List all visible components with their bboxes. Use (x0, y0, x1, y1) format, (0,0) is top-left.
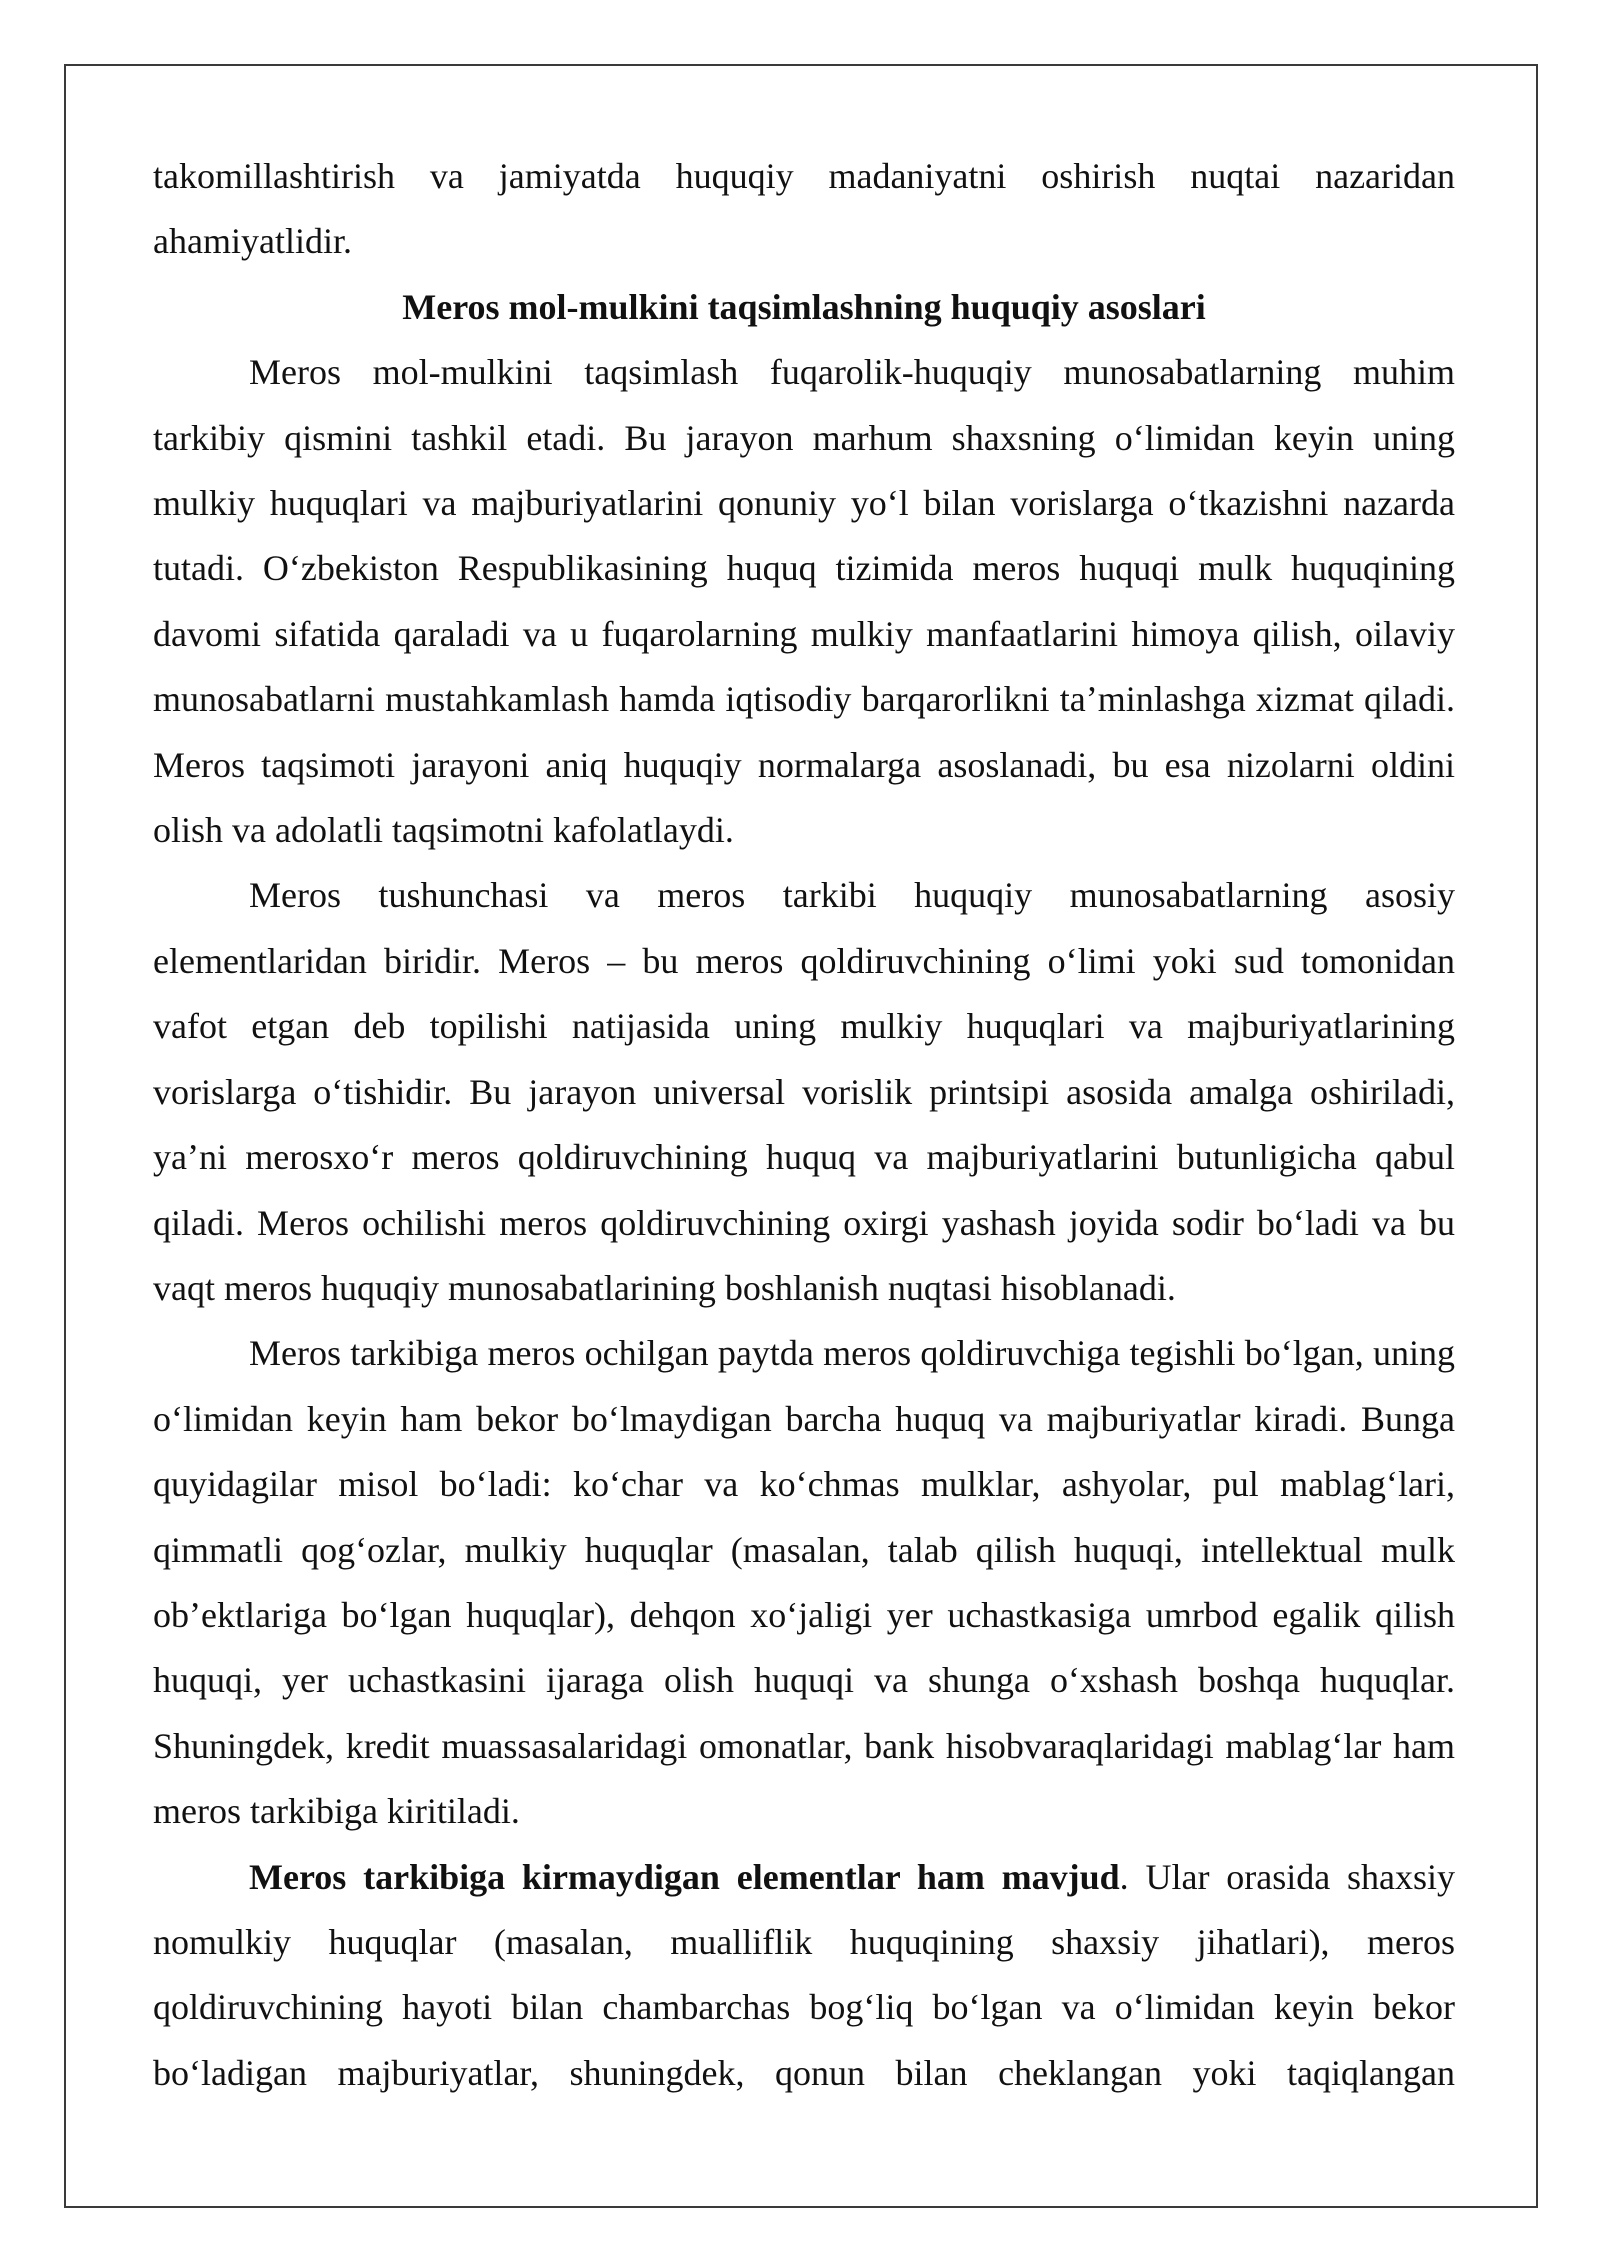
lead-paragraph: takomillashtirish va jamiyatda huquqiy madaniyatni oshirish nuqtai nazaridan ahamiyatlidir. (153, 156, 1455, 262)
paragraph-3: Meros tarkibiga meros ochilgan paytda meros qoldiruvchiga tegishli boʻlgan, uning oʻlimidan keyin ham bekor boʻlmaydigan barcha huquq va majburiyatlar kiradi. Bunga quyidagilar misol boʻladi: koʻchar va koʻchmas mulklar, ashyolar, pul mablagʻlari, qimmatli qogʻozlar, mulkiy huquqlar (masalan, talab qilish huquqi, intellektual mulk obʼektlariga boʻlgan huquqlar), dehqon xoʻjaligi yer uchastkasiga umrbod egalik qilish huquqi, yer uchastkasini ijaraga olish huquqi va shunga oʻxshash boshqa huquqlar. Shuningdek, kredit muassasalaridagi omonatlar, bank hisobvaraqlaridagi mablagʻlar ham meros tarkibiga kiritiladi. (153, 1333, 1455, 1832)
paragraph-4-text: . Ular orasida shaxsiy nomulkiy huquqlar (masalan, mualliflik huquqining shaxsiy jihatlari), meros qoldiruvchining hayoti bilan chambarchas bogʻliq boʻlgan va oʻlimidan keyin bekor boʻladigan majburiyatlar, shuningdek, qonun bilan cheklangan yoki taqiqlangan (153, 1856, 1455, 2093)
paragraph-1: Meros mol-mulkini taqsimlash fuqarolik-huquqiy munosabatlarning muhim tarkibiy qismini tashkil etadi. Bu jarayon marhum shaxsning oʻlimidan keyin uning mulkiy huquqlari va majburiyatlarini qonuniy yoʻl bilan vorislarga oʻtkazishni nazarda tutadi. Oʻzbekiston Respublikasining huquq tizimida meros huquqi mulk huquqining davomi sifatida qaraladi va u fuqarolarning mulkiy manfaatlarini himoya qilish, oilaviy munosabatlarni mustahkamlash hamda iqtisodiy barqarorlikni taʼminlashga xizmat qiladi. Meros taqsimoti jarayoni aniq huquqiy normalarga asoslanadi, bu esa nizolarni oldini olish va adolatli taqsimotni kafolatlaydi. (153, 352, 1455, 851)
paragraph-4-bold-lead: Meros tarkibiga kirmaydigan elementlar ham mavjud (249, 1856, 1120, 1897)
section-heading: Meros mol-mulkini taqsimlashning huquqiy asoslari (402, 286, 1206, 327)
document-body (153, 144, 1455, 2106)
paragraph-4 (153, 1845, 1455, 2107)
paragraph-2: Meros tushunchasi va meros tarkibi huquqiy munosabatlarning asosiy elementlaridan biridir. Meros – bu meros qoldiruvchining oʻlimi yoki sud tomonidan vafot etgan deb topilishi natijasida uning mulkiy huquqlari va majburiyatlarining vorislarga oʻtishidir. Bu jarayon universal vorislik printsipi asosida amalga oshiriladi, yaʼni merosxoʻr meros qoldiruvchining huquq va majburiyatlarini butunligicha qabul qiladi. Meros ochilishi meros qoldiruvchining oxirgi yashash joyida sodir boʻladi va bu vaqt meros huquqiy munosabatlarining boshlanish nuqtasi hisoblanadi. (153, 875, 1455, 1308)
